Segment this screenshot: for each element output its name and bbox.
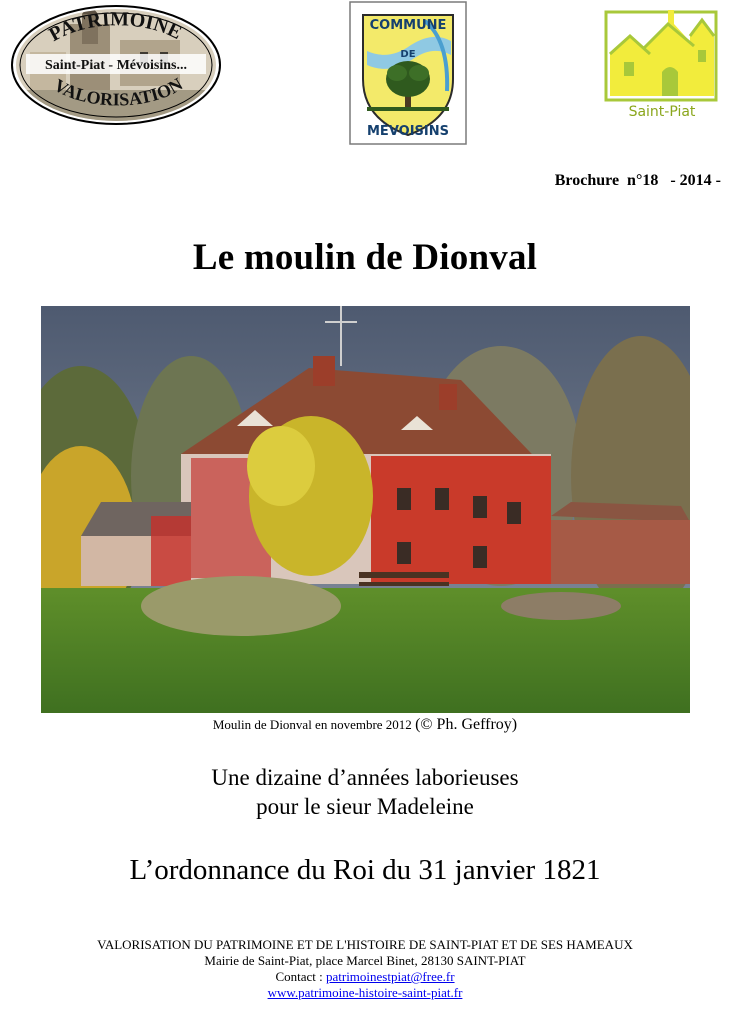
caption-credit: (© Ph. Geffroy): [415, 716, 518, 733]
page-title: Le moulin de Dionval: [192, 237, 538, 278]
ordonnance-heading: L’ordonnance du Roi du 31 janvier 1821: [129, 854, 601, 886]
email-link[interactable]: patrimoinestpiat@free.fr: [325, 969, 455, 984]
footer-organization: VALORISATION DU PATRIMOINE ET DE L'HISTOIRE DE SAINT-PIAT ET DE SES HAMEAUX: [97, 937, 633, 952]
mill-house-photo-icon: [41, 306, 690, 713]
saint-piat-label: Saint-Piat: [628, 104, 696, 120]
subtitle-line-1: Une dizaine d’années laborieuses: [211, 765, 519, 790]
logo-bottom-text: VALORISATION: [50, 73, 187, 110]
commune-middle-text: DE: [400, 49, 416, 60]
footer-address: Mairie de Saint-Piat, place Marcel Binet, 28130 SAINT-PIAT: [204, 953, 526, 968]
footer-contact: [0, 969, 730, 985]
oval-seal-logo-icon: [10, 4, 222, 126]
contact-label: Contact :: [275, 969, 326, 984]
brochure-number: Brochure n°18 - 2014 -: [554, 172, 721, 189]
commune-top-text: COMMUNE: [369, 18, 447, 33]
footer: [0, 937, 730, 1001]
caption-text: Moulin de Dionval en novembre 2012: [212, 717, 416, 732]
saint-piat-logo: [604, 6, 720, 130]
subtitle-line-2: pour le sieur Madeleine: [256, 794, 474, 819]
shield-tree-logo-icon: [349, 1, 467, 145]
subtitle: [0, 763, 730, 821]
church-house-logo-icon: [604, 6, 720, 106]
patrimoine-logo: [10, 4, 222, 126]
commune-bottom-text: MÉVOISINS: [367, 124, 449, 139]
logo-middle-text: Saint-Piat - Mévoisins...: [45, 58, 187, 73]
commune-logo: [349, 1, 467, 145]
logo-top-text: PATRIMOINE: [45, 8, 186, 47]
mill-photo: [41, 306, 690, 713]
photo-caption: [0, 716, 730, 734]
website-link[interactable]: www.patrimoine-histoire-saint-piat.fr: [267, 985, 463, 1000]
